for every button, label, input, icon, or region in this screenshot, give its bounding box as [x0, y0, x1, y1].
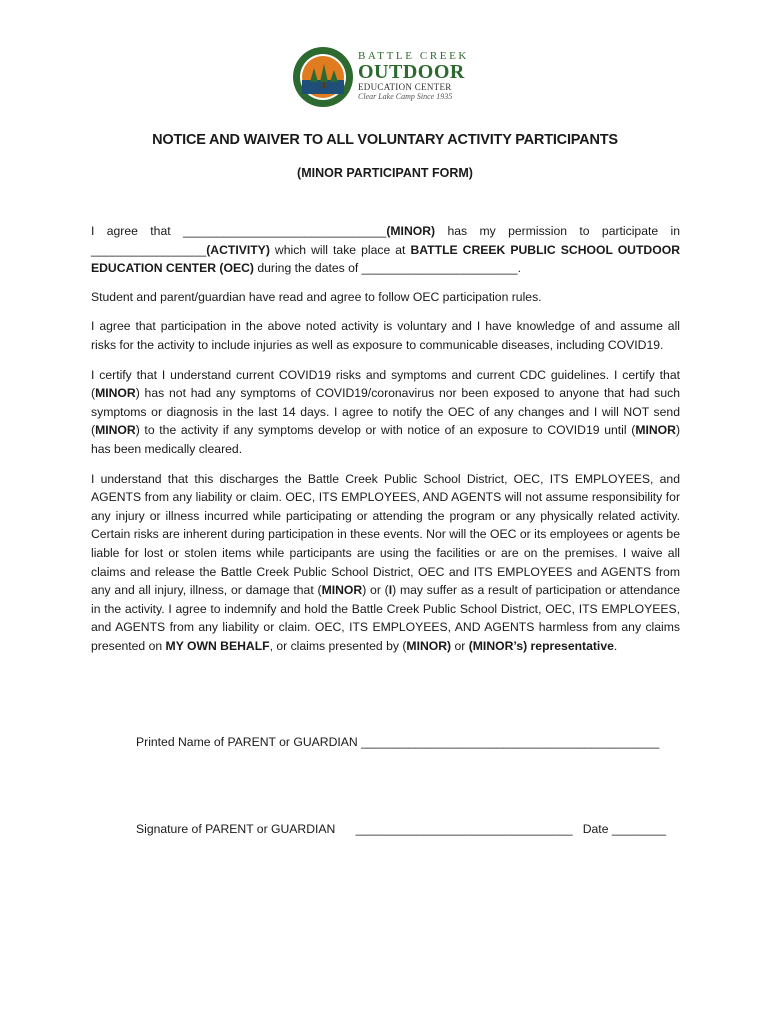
bold-run: I [388, 583, 393, 598]
bold-run: (MINOR) [386, 224, 436, 238]
bold-run: BATTLE CREEK PUBLIC SCHOOL OUTDOOR EDUCATION CENTER (OEC) [91, 242, 680, 276]
text-run: has my permission to participate in _________________ [91, 224, 680, 257]
logo-line-4: Clear Lake Camp Since 1935 [358, 92, 453, 101]
waiver-paragraph [91, 470, 680, 656]
document-body [91, 222, 680, 666]
text-run: , or claims presented by ( [269, 638, 407, 653]
logo-line-1: BATTLE CREEK [358, 50, 469, 62]
text-run: I agree that ______________________________ [91, 224, 387, 238]
signature-field[interactable]: Signature of PARENT or GUARDIAN ________________________________ Date ________ [136, 822, 667, 836]
logo-seal-icon [292, 46, 354, 108]
document-subtitle: (MINOR PARTICIPANT FORM) [297, 166, 473, 180]
covid-paragraph [91, 366, 680, 459]
document-title: NOTICE AND WAIVER TO ALL VOLUNTARY ACTIVITY PARTICIPANTS [152, 132, 618, 148]
text-run: or [451, 638, 469, 653]
logo [292, 46, 482, 106]
text-run: ) to the activity if any symptoms develop or with notice of an exposure to COVID19 until ( [135, 423, 636, 438]
text-run: which will take place at [269, 242, 411, 257]
text-run: ) or ( [362, 583, 389, 598]
text-run: ) may suffer as a result of participation or attendance in the activity. I agree to indemnify and hold the Battle Creek Public School District, OEC, ITS EMPLOYEES, and AGENTS from any liability or claim. OEC, ITS EMPLOYEES, AND AGENTS harmless from any claims presented on [91, 583, 680, 653]
text-run: . [613, 638, 618, 653]
text-run: I certify that I understand current COVID19 risks and symptoms and current CDC guidelines. I certify that ( [91, 367, 680, 401]
logo-line-2: OUTDOOR [358, 61, 465, 83]
text-run: I understand that this discharges the Battle Creek Public School District, OEC, ITS EMPLOYEES, and AGENTS from any liability or claim. OEC, ITS EMPLOYEES, AND AGENTS will not assume responsibility for any injury or illness incurred while participating or attending the program or any physically related activity. Certain risks are inherent during participation in these events. Nor will the OEC or its employees or agents be liable for lost or stolen items while participants are using the facilities or are on the premises. I waive all claims and release the Battle Creek Public School District, OEC and ITS EMPLOYEES and AGENTS from any and all injury, illness, or damage that ( [91, 471, 680, 598]
text-run: ) has not had any symptoms of COVID19/coronavirus nor been exposed to anyone that had such symptoms or diagnosis in the last 14 days. I agree to notify the OEC of any changes and I will NOT send ( [91, 386, 680, 438]
logo-text [358, 50, 482, 102]
logo-line-3: EDUCATION CENTER [358, 82, 452, 92]
text-run: ) has been medically cleared. [91, 423, 680, 456]
bold-run: MY OWN BEHALF [165, 638, 270, 653]
printed-name-field[interactable]: Printed Name of PARENT or GUARDIAN ____________________________________________ [136, 735, 660, 749]
permission-paragraph [91, 222, 680, 278]
bold-run: (MINOR’s) representative [468, 638, 614, 653]
bold-run: MINOR [321, 583, 363, 598]
bold-run: MINOR [95, 423, 136, 438]
bold-run: MINOR [95, 386, 136, 401]
text-run: during the dates of _______________________. [253, 261, 521, 276]
bold-run: (ACTIVITY) [206, 242, 270, 257]
bold-run: MINOR) [406, 638, 452, 653]
bold-run: MINOR [635, 423, 676, 438]
rules-paragraph: Student and parent/guardian have read and agree to follow OEC participation rules. [91, 289, 542, 304]
risk-paragraph: I agree that participation in the above noted activity is voluntary and I have knowledge of and assume all risks for the activity to include injuries as well as exposure to communicable diseases, including COVID19. [91, 319, 680, 352]
